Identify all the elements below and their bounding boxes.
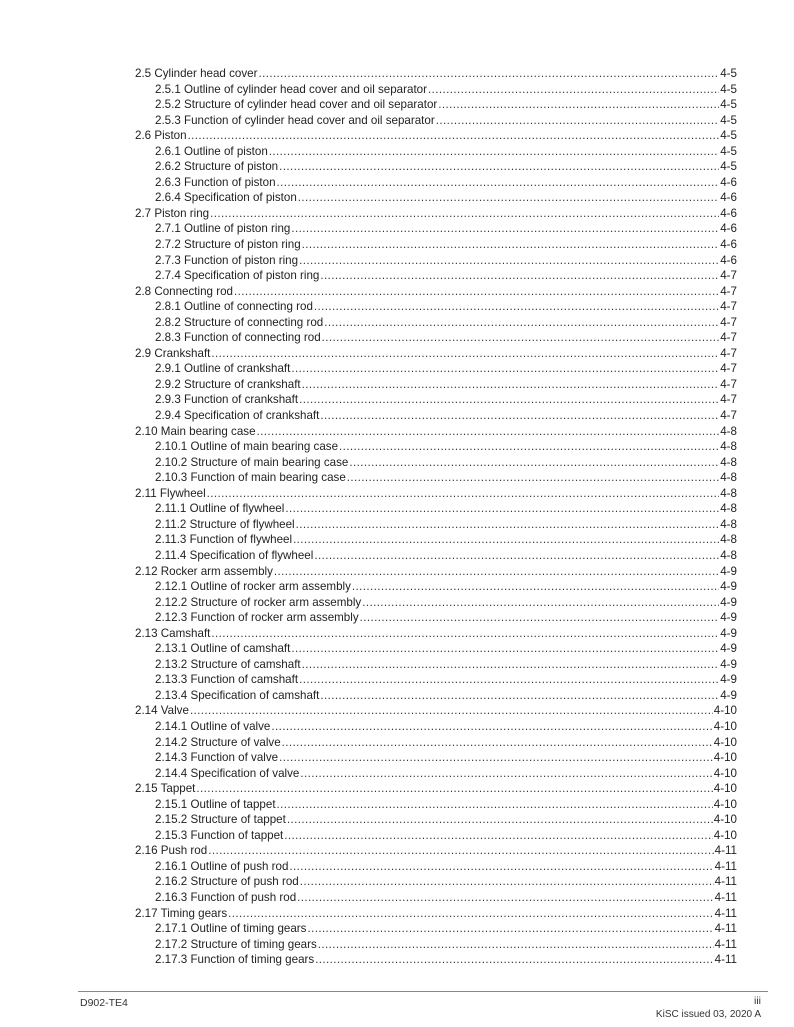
toc-dot-leader (279, 159, 719, 175)
toc-dot-leader (339, 439, 719, 455)
toc-dot-leader (302, 377, 720, 393)
toc-entry-title: 2.14.4 Specification of valve (155, 766, 300, 780)
toc-entry-page: 4-9 (720, 673, 737, 687)
toc-subentry[interactable] (135, 315, 737, 331)
toc-entry-page: 4-6 (720, 253, 737, 267)
toc-entry-page: 4-5 (720, 67, 737, 80)
toc-entry-page: 4-7 (720, 331, 737, 345)
toc-entry-title: 2.7.3 Function of piston ring (155, 253, 299, 267)
toc-dot-leader (211, 346, 719, 362)
toc-subentry[interactable] (135, 97, 737, 113)
toc-entry-page: 4-9 (720, 642, 737, 656)
toc-entry-title: 2.12.1 Outline of rocker arm assembly (155, 580, 351, 594)
toc-dot-leader (320, 688, 719, 704)
toc-dot-leader (296, 517, 720, 533)
toc-dot-leader (211, 626, 719, 642)
toc-entry-page: 4-7 (720, 284, 737, 298)
toc-entry-title: 2.9.1 Outline of crankshaft (155, 362, 291, 376)
toc-dot-leader (300, 766, 712, 782)
toc-entry-title: 2.14.3 Function of valve (155, 751, 279, 765)
toc-entry-page: 4-9 (720, 657, 737, 671)
toc-dot-leader (190, 703, 713, 719)
toc-subentry[interactable] (135, 253, 737, 269)
toc-entry-title: 2.8 Connecting rod (135, 284, 233, 298)
toc-entry-page: 4-5 (720, 144, 737, 158)
toc-dot-leader (285, 501, 719, 517)
toc-entry-page: 4-7 (720, 269, 737, 283)
toc-entry[interactable] (135, 424, 737, 440)
toc-entry-title: 2.8.2 Structure of connecting rod (155, 315, 324, 329)
toc-entry-title: 2.16 Push rod (135, 844, 208, 858)
toc-entry-title: 2.15 Tappet (135, 782, 196, 796)
toc-dot-leader (320, 268, 719, 284)
toc-entry-page: 4-9 (720, 580, 737, 594)
toc-subentry[interactable] (135, 812, 737, 828)
toc-entry[interactable] (135, 626, 737, 642)
toc-entry-page: 4-7 (720, 362, 737, 376)
toc-entry[interactable] (135, 781, 737, 797)
toc-entry-title: 2.11.3 Function of flywheel (155, 533, 293, 547)
toc-entry[interactable] (135, 843, 737, 859)
toc-entry-title: 2.7 Piston ring (135, 206, 210, 220)
toc-entry-title: 2.13.4 Specification of camshaft (155, 688, 320, 702)
toc-subentry[interactable] (135, 548, 737, 564)
toc-entry-page: 4-11 (714, 906, 737, 920)
toc-entry-page: 4-8 (720, 424, 737, 438)
toc-dot-leader (314, 299, 719, 315)
toc-entry[interactable] (135, 206, 737, 222)
toc-entry-title: 2.8.1 Outline of connecting rod (155, 300, 313, 314)
toc-entry-page: 4-9 (720, 564, 737, 578)
toc-dot-leader (258, 66, 719, 82)
toc-entry[interactable] (135, 703, 737, 719)
toc-subentry[interactable] (135, 175, 737, 191)
toc-subentry[interactable] (135, 641, 737, 657)
toc-entry-title: 2.12.2 Structure of rocker arm assembly (155, 595, 362, 609)
toc-subentry[interactable] (135, 144, 737, 160)
toc-subentry[interactable] (135, 455, 737, 471)
toc-dot-leader (315, 952, 713, 968)
toc-entry-page: 4-6 (720, 238, 737, 252)
toc-entry-page: 4-8 (720, 548, 737, 562)
toc-subentry[interactable] (135, 610, 737, 626)
toc-entry-page: 4-8 (720, 440, 737, 454)
toc-entry-title: 2.13.3 Function of camshaft (155, 673, 299, 687)
toc-subentry[interactable] (135, 237, 737, 253)
toc-entry-title: 2.12 Rocker arm assembly (135, 564, 273, 578)
toc-entry-page: 4-8 (720, 533, 737, 547)
toc-entry-title: 2.6.3 Function of piston (155, 175, 276, 189)
toc-entry-page: 4-7 (720, 346, 737, 360)
toc-entry-title: 2.10.1 Outline of main bearing case (155, 440, 339, 454)
toc-entry-page: 4-8 (720, 486, 737, 500)
toc-dot-leader (287, 812, 713, 828)
toc-entry-page: 4-5 (720, 98, 737, 112)
toc-entry-title: 2.17 Timing gears (135, 906, 228, 920)
toc-entry-page: 4-11 (714, 890, 737, 904)
toc-entry-page: 4-10 (713, 766, 737, 780)
toc-entry-title: 2.14 Valve (135, 704, 189, 718)
toc-dot-leader (207, 486, 720, 502)
toc-subentry[interactable] (135, 113, 737, 129)
toc-dot-leader (196, 781, 712, 797)
toc-subentry[interactable] (135, 766, 737, 782)
toc-subentry[interactable] (135, 890, 737, 906)
toc-dot-leader (302, 657, 720, 673)
toc-entry-page: 4-10 (713, 782, 737, 796)
toc-entry-page: 4-9 (720, 688, 737, 702)
toc-entry-page: 4-7 (720, 409, 737, 423)
toc-entry-title: 2.9 Crankshaft (135, 346, 211, 360)
toc-entry-title: 2.16.3 Function of push rod (155, 890, 297, 904)
toc-entry-page: 4-5 (720, 129, 737, 143)
toc-entry-page: 4-6 (720, 191, 737, 205)
toc-entry-title: 2.9.3 Function of crankshaft (155, 393, 299, 407)
toc-dot-leader (277, 797, 713, 813)
toc-entry-page: 4-6 (720, 206, 737, 220)
toc-subentry[interactable] (135, 82, 737, 98)
toc-subentry[interactable] (135, 190, 737, 206)
table-of-contents (135, 66, 737, 968)
toc-dot-leader (314, 548, 719, 564)
toc-subentry[interactable] (135, 874, 737, 890)
toc-subentry[interactable] (135, 439, 737, 455)
toc-entry-page: 4-9 (720, 626, 737, 640)
toc-entry-title: 2.6.2 Structure of piston (155, 160, 279, 174)
toc-entry-title: 2.11.1 Outline of flywheel (155, 502, 285, 516)
toc-entry-title: 2.7.4 Specification of piston ring (155, 269, 320, 283)
toc-entry-title: 2.13.1 Outline of camshaft (155, 642, 291, 656)
toc-dot-leader (298, 190, 719, 206)
toc-entry-page: 4-8 (720, 455, 737, 469)
toc-entry-title: 2.10.3 Function of main bearing case (155, 471, 346, 485)
toc-dot-leader (299, 672, 719, 688)
toc-dot-leader (257, 424, 720, 440)
toc-subentry[interactable] (135, 657, 737, 673)
toc-entry-page: 4-11 (714, 922, 737, 936)
toc-subentry[interactable] (135, 361, 737, 377)
toc-dot-leader (282, 735, 713, 751)
toc-dot-leader (284, 828, 713, 844)
toc-dot-leader (269, 144, 719, 160)
toc-dot-leader (291, 641, 719, 657)
toc-entry-page: 4-10 (713, 719, 737, 733)
footer-divider (78, 991, 768, 992)
toc-entry-page: 4-10 (713, 813, 737, 827)
toc-entry-page: 4-11 (714, 844, 737, 858)
toc-subentry[interactable] (135, 159, 737, 175)
toc-entry-page: 4-11 (714, 875, 737, 889)
toc-entry-title: 2.6.4 Specification of piston (155, 191, 297, 205)
toc-dot-leader (302, 237, 720, 253)
toc-entry[interactable] (135, 66, 737, 82)
toc-entry-page: 4-9 (720, 611, 737, 625)
toc-subentry[interactable] (135, 828, 737, 844)
toc-entry-page: 4-8 (720, 471, 737, 485)
toc-subentry[interactable] (135, 299, 737, 315)
toc-dot-leader (208, 843, 713, 859)
footer-page-number: iii (754, 995, 761, 1007)
toc-entry-title: 2.16.2 Structure of push rod (155, 875, 299, 889)
toc-entry-title: 2.7.1 Outline of piston ring (155, 222, 291, 236)
toc-entry-title: 2.14.1 Outline of valve (155, 719, 271, 733)
toc-entry-title: 2.6 Piston (135, 129, 187, 143)
toc-entry-title: 2.8.3 Function of connecting rod (155, 331, 321, 345)
toc-subentry[interactable] (135, 408, 737, 424)
toc-dot-leader (349, 455, 719, 471)
toc-entry-title: 2.5.1 Outline of cylinder head cover and oil separator (155, 82, 427, 96)
footer-doc-code: D902-TE4 (80, 997, 128, 1009)
toc-dot-leader (188, 128, 720, 144)
toc-entry-page: 4-10 (713, 735, 737, 749)
toc-entry-page: 4-7 (720, 377, 737, 391)
toc-entry[interactable] (135, 284, 737, 300)
toc-entry-page: 4-5 (720, 160, 737, 174)
toc-entry-title: 2.17.1 Outline of timing gears (155, 922, 307, 936)
toc-dot-leader (360, 610, 720, 626)
toc-entry-page: 4-5 (720, 113, 737, 127)
toc-dot-leader (289, 859, 713, 875)
toc-subentry[interactable] (135, 735, 737, 751)
toc-dot-leader (307, 921, 713, 937)
toc-entry-page: 4-6 (720, 222, 737, 236)
toc-dot-leader (428, 82, 719, 98)
toc-dot-leader (318, 937, 714, 953)
toc-entry-page: 4-11 (714, 953, 737, 967)
toc-dot-leader (300, 874, 714, 890)
toc-entry-page: 4-7 (720, 300, 737, 314)
toc-entry-page: 4-10 (713, 828, 737, 842)
toc-dot-leader (347, 470, 719, 486)
toc-dot-leader (324, 315, 719, 331)
toc-entry-page: 4-9 (720, 595, 737, 609)
toc-subentry[interactable] (135, 330, 737, 346)
toc-entry-title: 2.13 Camshaft (135, 626, 211, 640)
footer-issue: KiSC issued 03, 2020 A (655, 1009, 761, 1020)
toc-entry[interactable] (135, 486, 737, 502)
toc-entry-title: 2.13.2 Structure of camshaft (155, 657, 301, 671)
toc-subentry[interactable] (135, 517, 737, 533)
toc-entry[interactable] (135, 128, 737, 144)
toc-entry-page: 4-8 (720, 517, 737, 531)
toc-dot-leader (299, 392, 719, 408)
toc-dot-leader (277, 175, 720, 191)
toc-entry-title: 2.5.3 Function of cylinder head cover and oil separator (155, 113, 435, 127)
toc-dot-leader (291, 221, 719, 237)
toc-subentry[interactable] (135, 532, 737, 548)
toc-subentry[interactable] (135, 595, 737, 611)
toc-entry-title: 2.16.1 Outline of push rod (155, 859, 289, 873)
toc-dot-leader (274, 564, 719, 580)
toc-subentry[interactable] (135, 797, 737, 813)
toc-entry-page: 4-10 (713, 751, 737, 765)
toc-dot-leader (352, 579, 719, 595)
toc-dot-leader (291, 361, 719, 377)
toc-entry[interactable] (135, 906, 737, 922)
toc-dot-leader (234, 284, 719, 300)
toc-entry-title: 2.17.2 Structure of timing gears (155, 937, 317, 951)
toc-subentry[interactable] (135, 859, 737, 875)
toc-dot-leader (322, 330, 720, 346)
toc-entry-title: 2.10 Main bearing case (135, 424, 256, 438)
toc-dot-leader (297, 890, 714, 906)
toc-entry-title: 2.12.3 Function of rocker arm assembly (155, 611, 359, 625)
toc-entry-page: 4-11 (714, 859, 737, 873)
toc-subentry[interactable] (135, 937, 737, 953)
toc-subentry[interactable] (135, 921, 737, 937)
toc-subentry[interactable] (135, 501, 737, 517)
toc-dot-leader (438, 97, 719, 113)
toc-dot-leader (293, 532, 719, 548)
toc-entry-page: 4-11 (714, 937, 737, 951)
toc-entry-title: 2.11.4 Specification of flywheel (155, 548, 314, 562)
toc-entry-title: 2.15.3 Function of tappet (155, 828, 284, 842)
toc-entry-title: 2.7.2 Structure of piston ring (155, 238, 301, 252)
toc-entry-page: 4-5 (720, 82, 737, 96)
toc-dot-leader (436, 113, 720, 129)
toc-entry-page: 4-10 (713, 797, 737, 811)
toc-entry-page: 4-7 (720, 315, 737, 329)
toc-entry-title: 2.11.2 Structure of flywheel (155, 517, 295, 531)
toc-entry-page: 4-6 (720, 175, 737, 189)
toc-entry-title: 2.9.4 Specification of crankshaft (155, 409, 320, 423)
toc-subentry[interactable] (135, 688, 737, 704)
toc-dot-leader (210, 206, 719, 222)
toc-dot-leader (228, 906, 714, 922)
toc-subentry[interactable] (135, 470, 737, 486)
toc-entry-title: 2.10.2 Structure of main bearing case (155, 455, 349, 469)
toc-dot-leader (320, 408, 719, 424)
toc-entry-page: 4-7 (720, 393, 737, 407)
toc-dot-leader (299, 253, 719, 269)
toc-subentry[interactable] (135, 377, 737, 393)
toc-dot-leader (362, 595, 719, 611)
toc-entry[interactable] (135, 564, 737, 580)
toc-subentry[interactable] (135, 952, 737, 968)
toc-subentry[interactable] (135, 719, 737, 735)
toc-subentry[interactable] (135, 672, 737, 688)
toc-entry-page: 4-8 (720, 502, 737, 516)
toc-dot-leader (279, 750, 713, 766)
toc-subentry[interactable] (135, 268, 737, 284)
toc-entry-title: 2.5 Cylinder head cover (135, 67, 258, 80)
toc-entry-title: 2.5.2 Structure of cylinder head cover and oil separator (155, 98, 438, 112)
toc-dot-leader (271, 719, 712, 735)
toc-entry-title: 2.14.2 Structure of valve (155, 735, 281, 749)
toc-entry-title: 2.11 Flywheel (135, 486, 206, 500)
toc-entry-title: 2.9.2 Structure of crankshaft (155, 377, 301, 391)
toc-entry-page: 4-10 (713, 704, 737, 718)
toc-subentry[interactable] (135, 579, 737, 595)
toc-entry[interactable] (135, 346, 737, 362)
toc-entry-title: 2.6.1 Outline of piston (155, 144, 268, 158)
toc-entry-title: 2.17.3 Function of timing gears (155, 953, 315, 967)
toc-subentry[interactable] (135, 750, 737, 766)
toc-entry-title: 2.15.2 Structure of tappet (155, 813, 286, 827)
toc-subentry[interactable] (135, 221, 737, 237)
toc-subentry[interactable] (135, 392, 737, 408)
toc-entry-title: 2.15.1 Outline of tappet (155, 797, 276, 811)
